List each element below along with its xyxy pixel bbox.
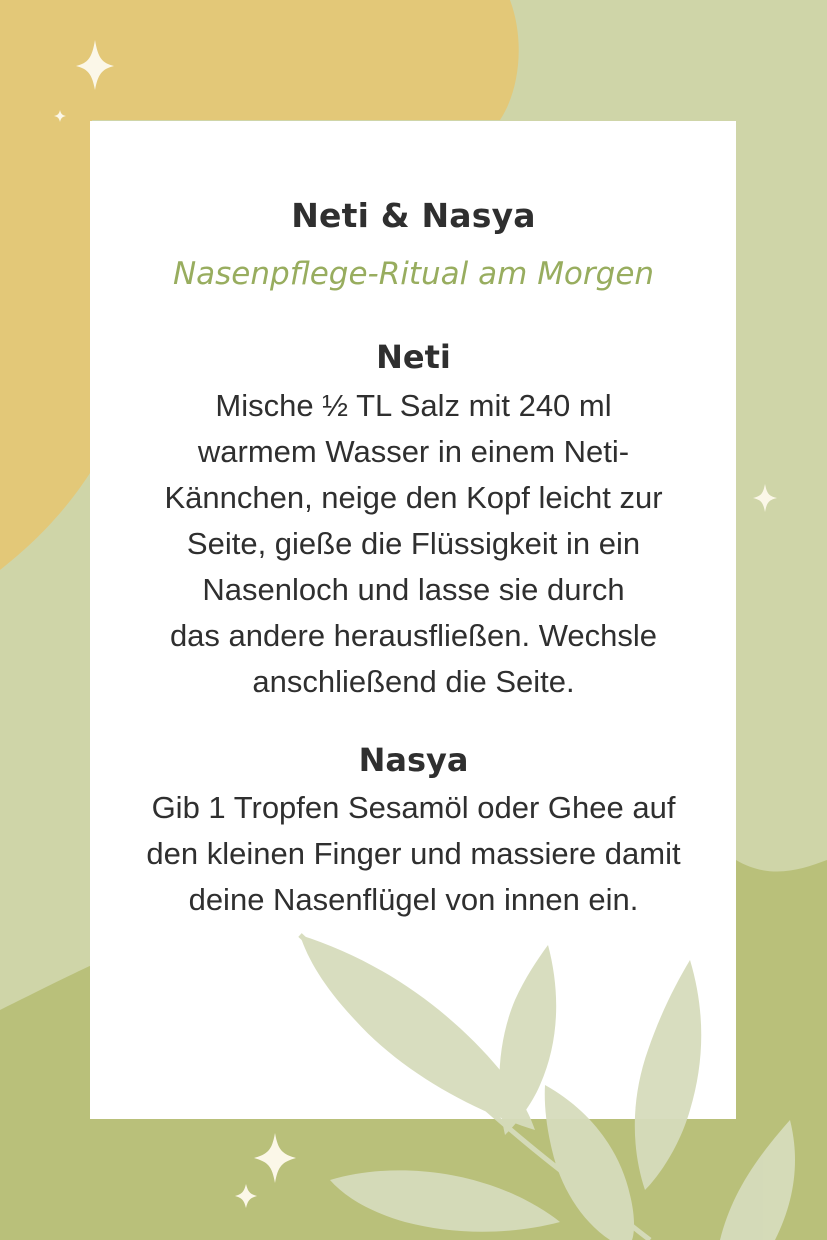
body-line: Mische ½ TL Salz mit 240 ml [215, 388, 612, 423]
body-line: anschließend die Seite. [252, 664, 575, 699]
body-line: den kleinen Finger und massiere damit [146, 836, 681, 871]
section-body-neti [0, 383, 827, 705]
body-line: warmem Wasser in einem Neti- [197, 434, 630, 469]
section-heading-neti: Neti [376, 338, 451, 376]
body-line: das andere herausfließen. Wechsle [169, 618, 658, 653]
body-line: Kännchen, neige den Kopf leicht zur [164, 480, 663, 515]
section-heading-nasya: Nasya [358, 741, 469, 779]
body-line: deine Nasenflügel von innen ein. [188, 882, 639, 917]
section-body-nasya [0, 785, 827, 923]
card-subtitle: Nasenpflege-Ritual am Morgen [172, 256, 655, 292]
body-line: Gib 1 Tropfen Sesamöl oder Ghee auf [151, 790, 676, 825]
body-line: Seite, gieße die Flüssigkeit in ein [186, 526, 641, 561]
body-line: Nasenloch und lasse sie durch [202, 572, 625, 607]
card-title: Neti & Nasya [291, 196, 536, 235]
